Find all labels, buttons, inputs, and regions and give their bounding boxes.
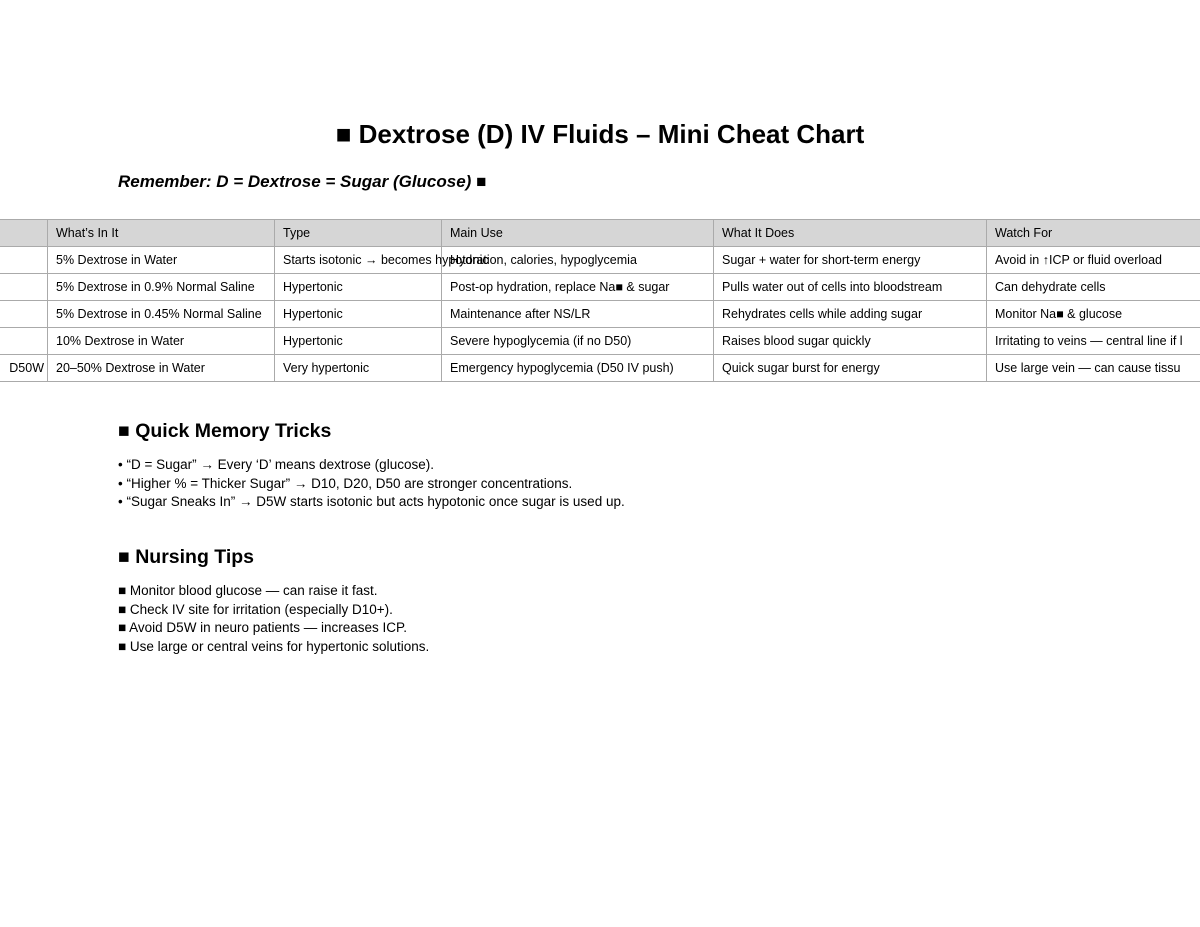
list-item: • “Higher % = Thicker Sugar” → D10, D20, D50 are stronger concentrations. xyxy=(118,475,573,491)
column-header-main-use: Main Use xyxy=(442,220,714,247)
table-row xyxy=(0,274,1200,301)
page-subtitle: Remember: D = Dextrose = Sugar (Glucose) ■ xyxy=(118,172,487,191)
table-cell-contents: 5% Dextrose in 0.9% Normal Saline xyxy=(48,274,275,301)
table-cell-type: Hypertonic xyxy=(275,274,442,301)
column-header-fluid xyxy=(0,220,48,247)
nursing-tips-list xyxy=(118,582,429,656)
table-cell-main-use: Emergency hypoglycemia (D50 IV push) xyxy=(442,355,714,382)
column-header-type: Type xyxy=(275,220,442,247)
table-cell-what-it-does: Quick sugar burst for energy xyxy=(714,355,987,382)
column-header-contents: What’s In It xyxy=(48,220,275,247)
table-row xyxy=(0,247,1200,274)
table-cell-contents: 5% Dextrose in Water xyxy=(48,247,275,274)
table-cell-watch-for: Monitor Na■ & glucose xyxy=(987,301,1200,328)
table-cell-contents: 10% Dextrose in Water xyxy=(48,328,275,355)
page-title: ■ Dextrose (D) IV Fluids – Mini Cheat Chart xyxy=(335,119,865,149)
table-cell-fluid xyxy=(0,274,48,301)
memory-tricks-list xyxy=(118,456,625,512)
table-cell-what-it-does: Pulls water out of cells into bloodstream xyxy=(714,274,987,301)
column-header-what-it-does: What It Does xyxy=(714,220,987,247)
table-cell-contents: 5% Dextrose in 0.45% Normal Saline xyxy=(48,301,275,328)
table-cell-what-it-does: Rehydrates cells while adding sugar xyxy=(714,301,987,328)
table-cell-main-use: Maintenance after NS/LR xyxy=(442,301,714,328)
table-cell-contents: 20–50% Dextrose in Water xyxy=(48,355,275,382)
table-cell-main-use: Post-op hydration, replace Na■ & sugar xyxy=(442,274,714,301)
list-item: ■ Monitor blood glucose — can raise it fast. xyxy=(118,583,378,598)
table-cell-type: Very hypertonic xyxy=(275,355,442,382)
fluids-table-container xyxy=(0,219,1200,383)
list-item: • “D = Sugar” → Every ‘D’ means dextrose (glucose). xyxy=(118,457,434,472)
table-cell-type: Starts isotonic → becomes hypotonic xyxy=(275,247,442,274)
list-item: ■ Use large or central veins for hypertonic solutions. xyxy=(118,638,430,654)
list-item: ■ Check IV site for irritation (especially D10+). xyxy=(118,601,393,617)
table-cell-main-use: Hydration, calories, hypoglycemia xyxy=(442,247,714,274)
table-cell-fluid xyxy=(0,247,48,274)
table-cell-what-it-does: Sugar + water for short-term energy xyxy=(714,247,987,274)
list-item: ■ Avoid D5W in neuro patients — increases ICP. xyxy=(118,620,408,635)
memory-tricks-heading: ■ Quick Memory Tricks xyxy=(118,420,332,442)
fluids-table xyxy=(0,219,1200,382)
table-cell-type: Hypertonic xyxy=(275,328,442,355)
table-row xyxy=(0,328,1200,355)
table-header-row xyxy=(0,220,1200,247)
table-cell-what-it-does: Raises blood sugar quickly xyxy=(714,328,987,355)
list-item: • “Sugar Sneaks In” → D5W starts isotonic but acts hypotonic once sugar is used up. xyxy=(118,494,625,509)
column-header-watch-for: Watch For xyxy=(987,220,1200,247)
table-cell-type: Hypertonic xyxy=(275,301,442,328)
table-cell-watch-for: Use large vein — can cause tissu xyxy=(987,355,1200,382)
table-cell-watch-for: Avoid in ↑ICP or fluid overload xyxy=(987,247,1200,274)
table-row xyxy=(0,301,1200,328)
table-cell-main-use: Severe hypoglycemia (if no D50) xyxy=(442,328,714,355)
nursing-tips-heading: ■ Nursing Tips xyxy=(118,546,255,568)
table-cell-fluid: D50W xyxy=(0,355,48,382)
table-cell-fluid xyxy=(0,301,48,328)
table-cell-fluid xyxy=(0,328,48,355)
table-row xyxy=(0,355,1200,382)
table-cell-watch-for: Can dehydrate cells xyxy=(987,274,1200,301)
table-cell-watch-for: Irritating to veins — central line if l xyxy=(987,328,1200,355)
